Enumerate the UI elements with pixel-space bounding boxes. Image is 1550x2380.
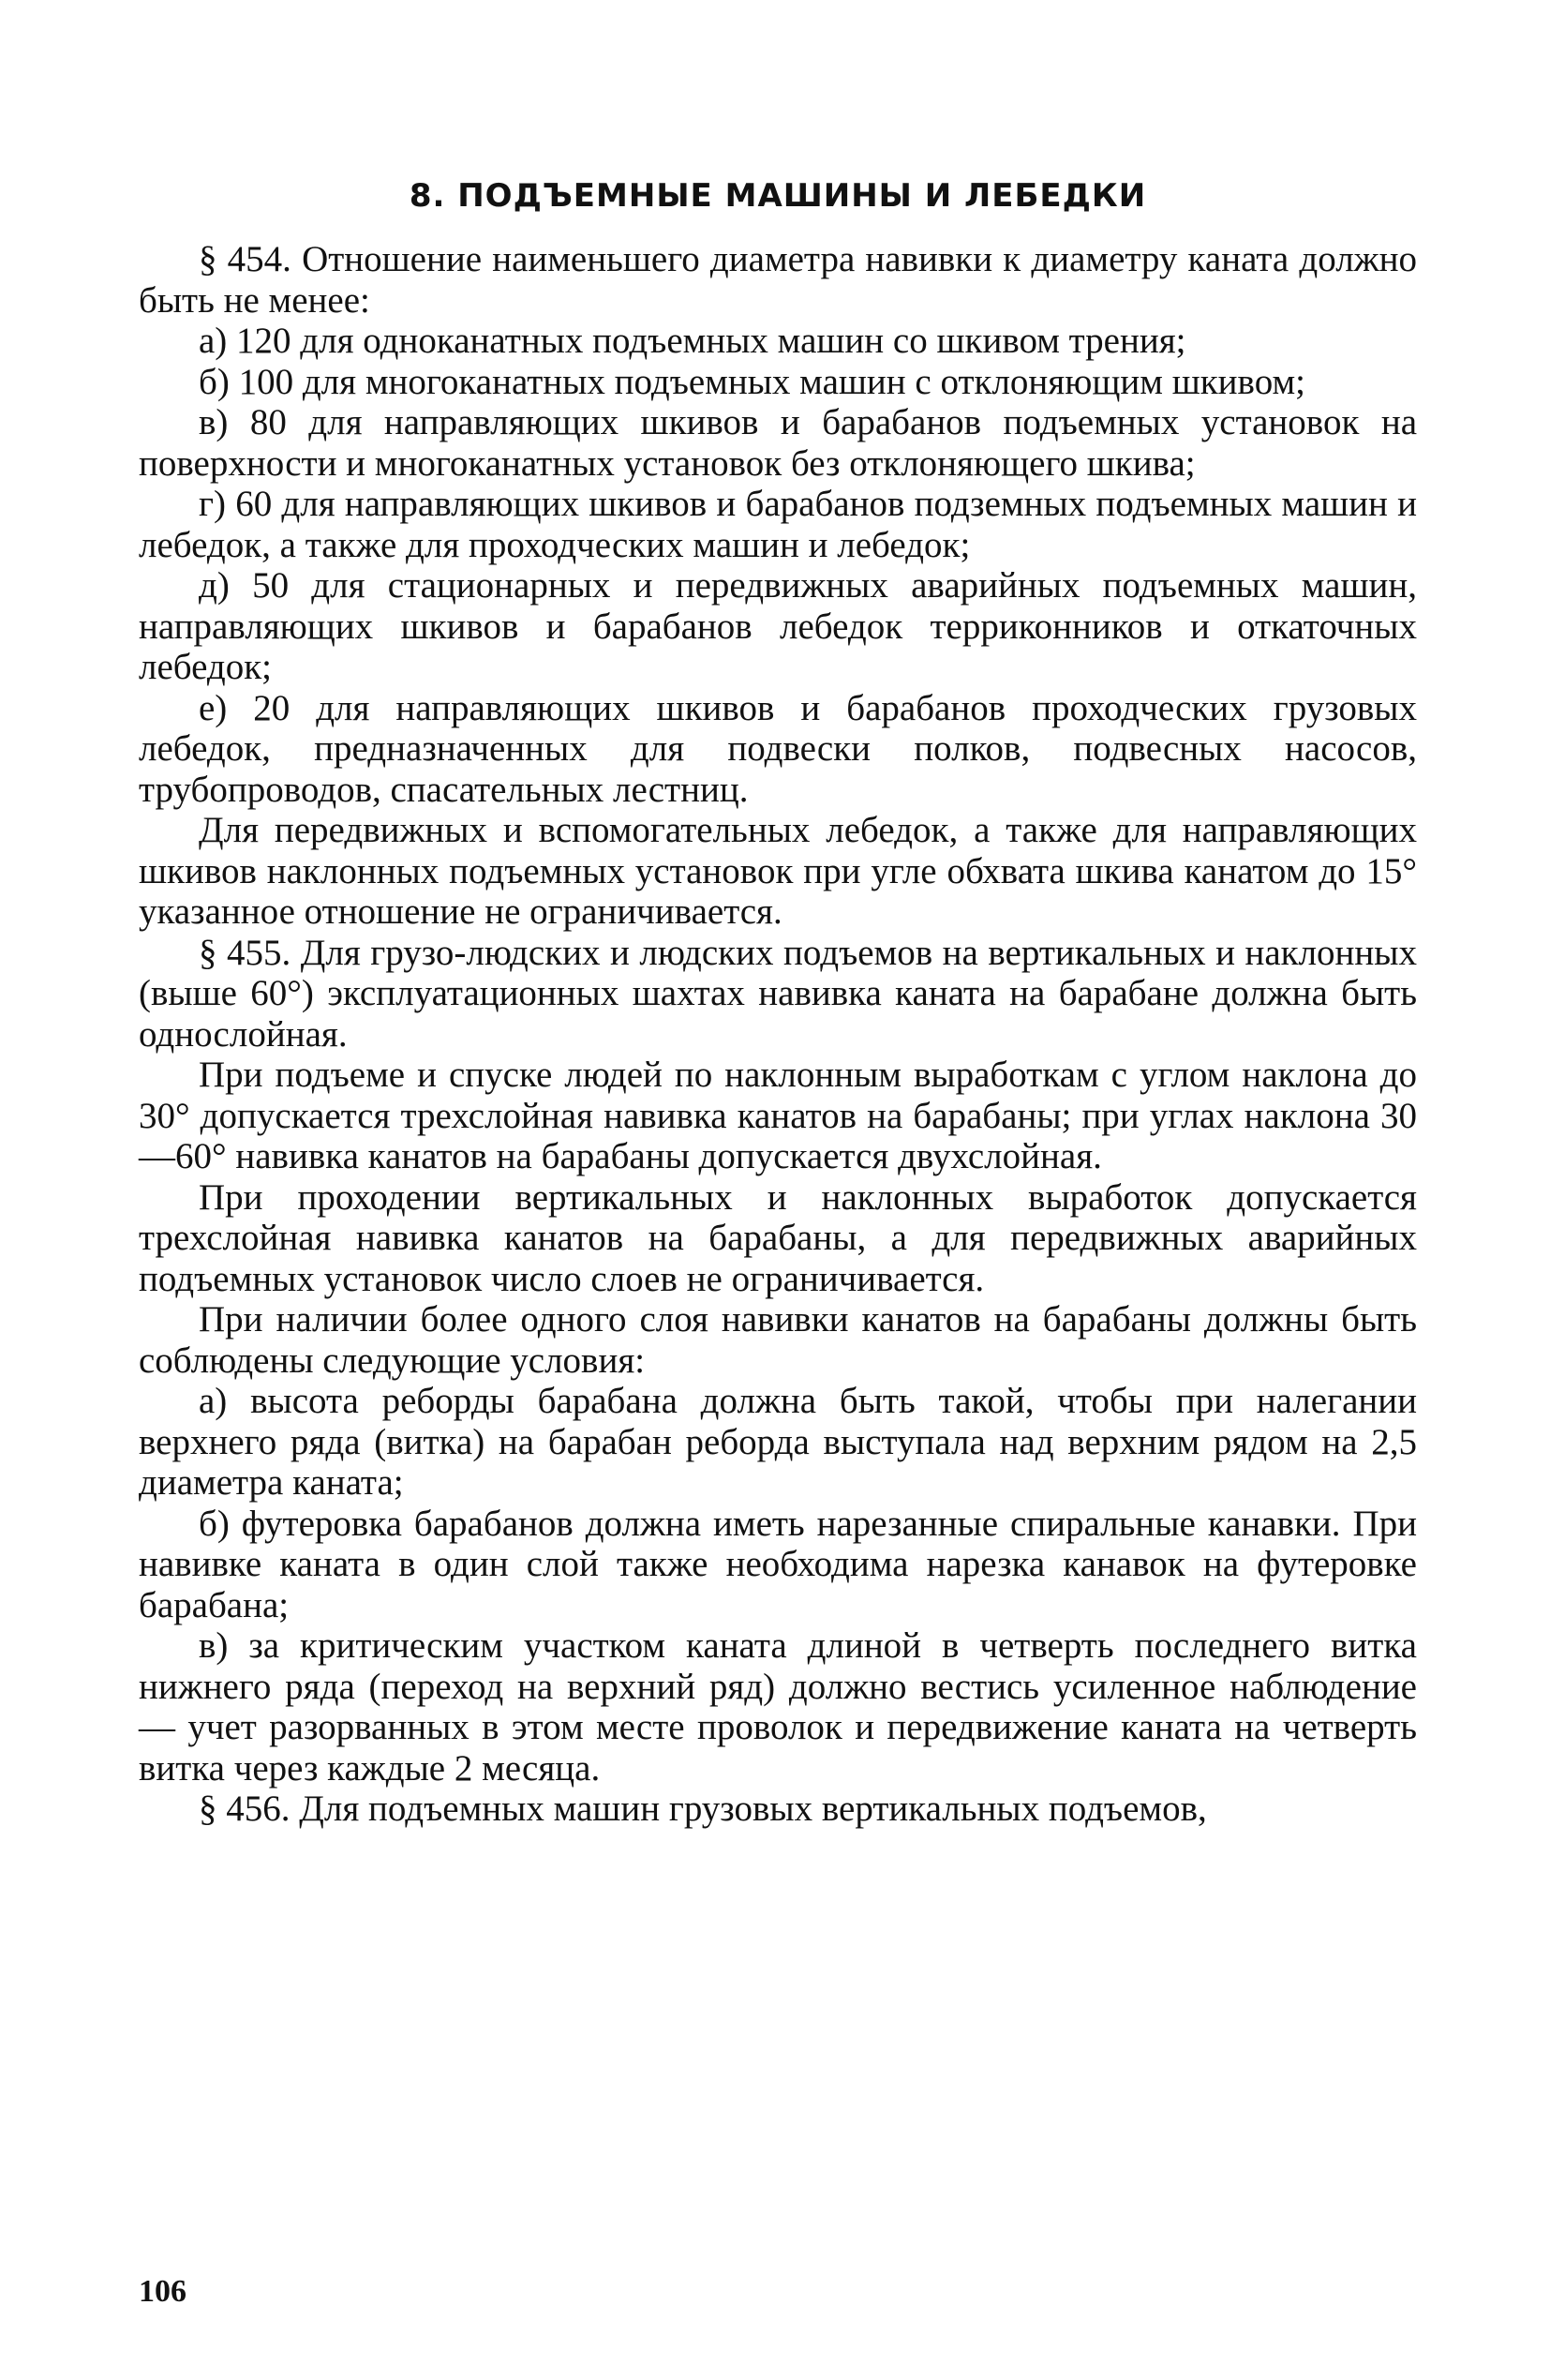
list-item-drum-lining: б) футеровка барабанов должна иметь нарезанные спиральные канавки. При навивке каната в один слой также необходима нарезка канавок на футеровке барабана; (139, 1503, 1417, 1625)
list-item-critical-section: в) за критическим участком каната длиной в четверть последнего витка нижнего ряда (переход на верхний ряд) должно вестись усиленное наблюдение — учет разорванных в этом месте проволок и передвижение каната на четверть витка через каждые 2 месяца. (139, 1625, 1417, 1789)
list-item-454-v: в) 80 для направляющих шкивов и барабанов подъемных установок на поверхности и многоканатных установок без отклоняющего шкива; (139, 402, 1417, 484)
paragraph-454: § 454. Отношение наименьшего диаметра навивки к диаметру каната должно быть не менее: (139, 239, 1417, 321)
list-item-454-d: д) 50 для стационарных и передвижных аварийных подъемных машин, направляющих шкивов и барабанов лебедок терриконников и откаточных лебедок; (139, 565, 1417, 687)
list-item-454-a: а) 120 для одноканатных подъемных машин со шкивом трения; (199, 321, 1186, 361)
list-item-flange-height: а) высота реборды барабана должна быть такой, чтобы при налегании верхнего ряда (витка) на барабан реборда выступала над верхним рядом на 2,5 диаметра каната; (139, 1381, 1417, 1503)
paragraph-inclined-lifts: При подъеме и спуске людей по наклонным выработкам с углом наклона до 30° допускается трехслойная навивка канатов на барабаны; при углах наклона 30—60° навивка канатов на барабаны допускается двухслойная. (139, 1055, 1417, 1176)
paragraph-winches: Для передвижных и вспомогательных лебедок, а также для направляющих шкивов наклонных подъемных установок при угле обхвата шкива канатом до 15° указанное отношение не ограничивается. (139, 810, 1417, 932)
paragraph-shaft-sinking: При проходении вертикальных и наклонных выработок допускается трехслойная навивка канатов на барабаны, а для передвижных аварийных подъемных установок число слоев не ограничивается. (139, 1176, 1417, 1299)
section-title: 8. ПОДЪЕМНЫЕ МАШИНЫ И ЛЕБЕДКИ (409, 177, 1147, 215)
paragraph-455: § 455. Для грузо-людских и людских подъемов на вертикальных и наклонных (выше 60°) эксплуатационных шахтах навивка каната на барабане должна быть однослойная. (139, 932, 1417, 1055)
paragraph-multilayer-conditions: При наличии более одного слоя навивки канатов на барабаны должны быть соблюдены следующие условия: (139, 1299, 1417, 1381)
paragraph-456: § 456. Для подъемных машин грузовых вертикальных подъемов, (199, 1789, 1207, 1829)
page-body (139, 173, 1417, 1830)
list-item-454-g: г) 60 для направляющих шкивов и барабанов подземных подъемных машин и лебедок, а также для проходческих машин и лебедок; (139, 484, 1417, 565)
page-number: 106 (139, 2274, 186, 2309)
list-item-454-b: б) 100 для многоканатных подъемных машин с отклоняющим шкивом; (199, 361, 1305, 402)
list-item-454-e: е) 20 для направляющих шкивов и барабанов проходческих грузовых лебедок, предназначенных для подвески полков, подвесных насосов, трубопроводов, спасательных лестниц. (139, 687, 1417, 810)
